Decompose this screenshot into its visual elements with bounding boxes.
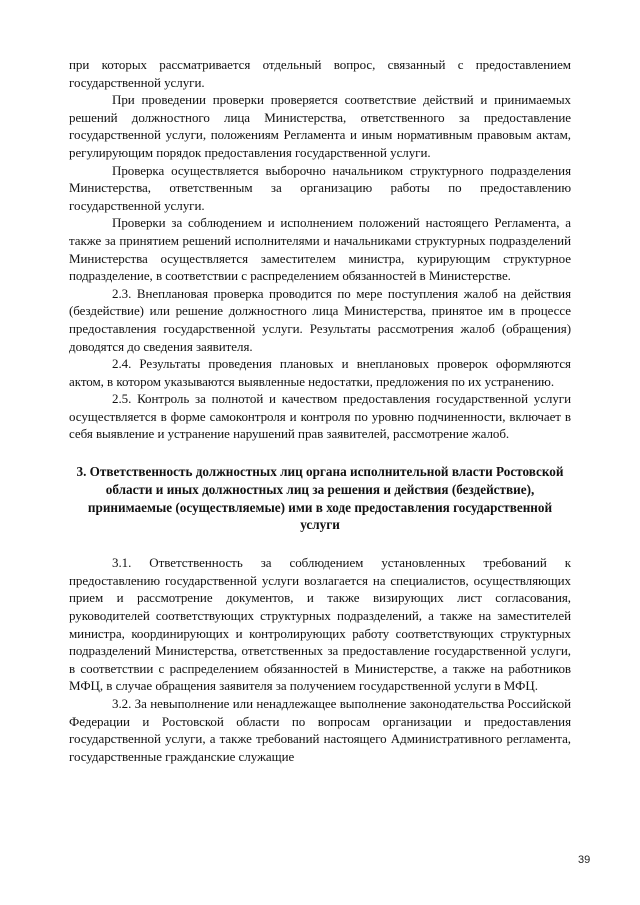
paragraph: Проверка осуществляется выборочно начальником структурного подразделения Министерства, ответственным за организацию работы по предоставлению государственной услуги.: [69, 162, 571, 213]
section-heading: 3. Ответственность должностных лиц органа исполнительной власти Ростовской области и иных должностных лиц за решения и действия (бездействие), принимаемые (осуществляемые) ими в ходе предоставления государственной услуги: [76, 464, 564, 533]
paragraph: 2.4. Результаты проведения плановых и внеплановых проверок оформляются актом, в котором указываются выявленные недостатки, предложения по их устранению.: [69, 356, 571, 389]
spacer: [69, 443, 571, 463]
page-number: 39: [578, 854, 591, 866]
document-page: [69, 56, 571, 765]
paragraph: Проверки за соблюдением и исполнением положений настоящего Регламента, а также за принятием решений исполнителями и начальниками структурных подразделений Министерства осуществляется заместителем министра, курирующим структурное подразделение, в соответствии с распределением обязанностей в Министерстве.: [69, 215, 571, 284]
paragraph: при которых рассматривается отдельный вопрос, связанный с предоставлением государственной услуги.: [69, 57, 571, 90]
paragraph: 2.5. Контроль за полнотой и качеством предоставления государственной услуги осуществляется в форме самоконтроля и контроля по уровню подчиненности, включает в себя выявление и устранение нарушений прав заявителей, рассмотрение жалоб.: [69, 391, 571, 442]
paragraph: 3.2. За невыполнение или ненадлежащее выполнение законодательства Российской Федерации и Ростовской области по вопросам организации и предоставления государственной услуги, а также требований настоящего Административного регламента, государственные гражданские служащие: [69, 696, 571, 764]
paragraph: При проведении проверки проверяется соответствие действий и принимаемых решений должностного лица Министерства, ответственного за предоставление государственной услуги, положениям Регламента и иным нормативным правовым актам, регулирующим порядок предоставления государственной услуги.: [69, 92, 571, 160]
spacer: [69, 534, 571, 554]
paragraph: 2.3. Внеплановая проверка проводится по мере поступления жалоб на действия (бездействие) или решение должностного лица Министерства, принятое им в процессе предоставления государственной услуги. Результаты рассмотрения жалоб (обращения) доводятся до сведения заявителя.: [69, 285, 571, 354]
paragraph: 3.1. Ответственность за соблюдением установленных требований к предоставлению государственной услуги возлагается на специалистов, осуществляющих прием и рассмотрение документов, и также визирующих лист согласования, руководителей соответствующих структурных подразделений, а также на заместителей министра, координирующих и контролирующих работу соответствующих структурных подразделений Министерства, ответственных за предоставление государственной услуги, в соответствии с распределением обязанностей в Министерстве, а также на работников МФЦ, в случае обращения заявителя за получением государственной услуги в МФЦ.: [69, 555, 571, 694]
